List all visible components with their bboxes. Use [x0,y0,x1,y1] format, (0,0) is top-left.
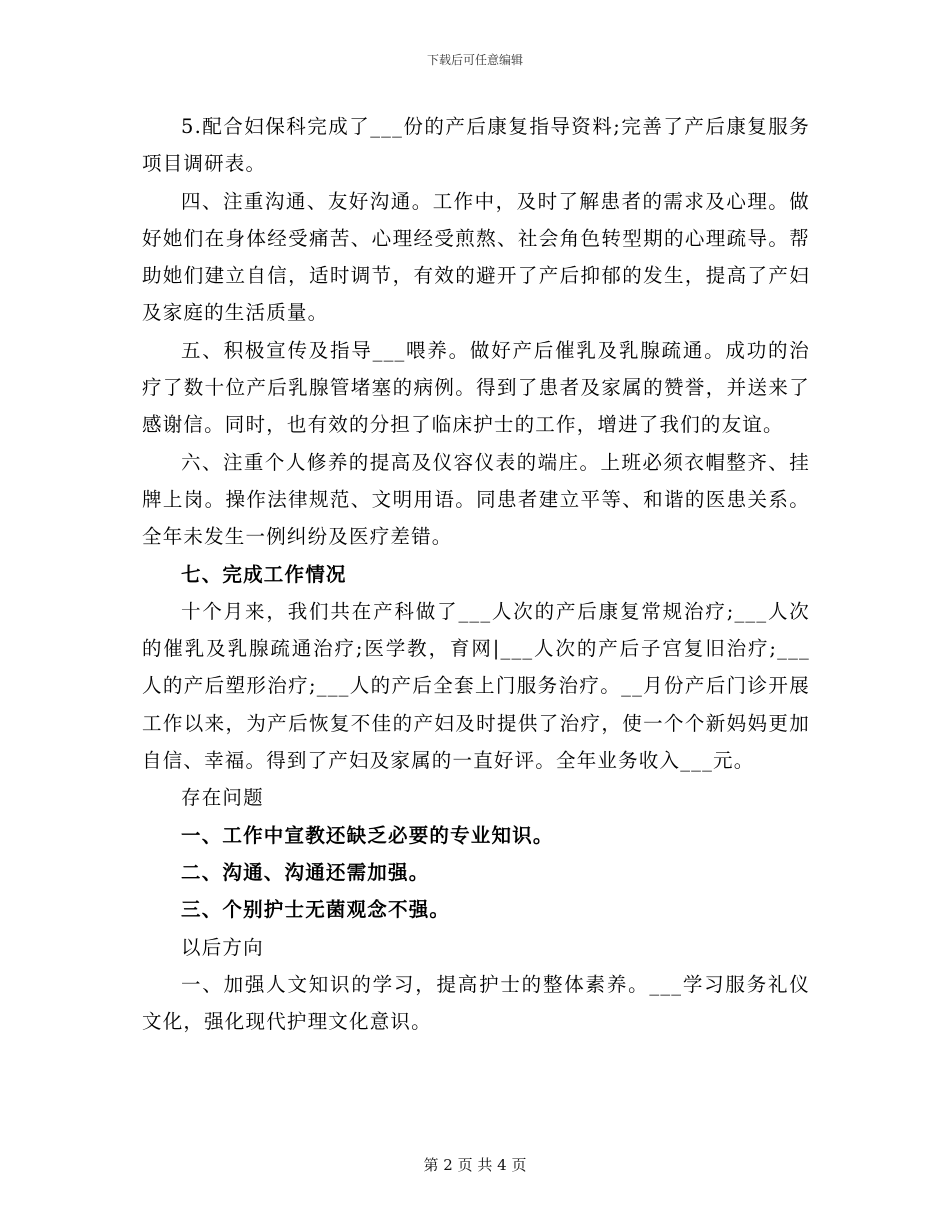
section-heading-work-completed: 七、完成工作情况 [181,562,347,586]
section-heading-future-direction: 以后方向 [181,935,264,959]
paragraph-work-statistics: 十个月来，我们共在产科做了___人次的产后康复常规治疗;___人次的催乳及乳腺疏通治疗;医学教，育网|___人次的产后子宫复旧治疗;___人的产后塑形治疗;___人的产后全套上门服务治疗。__月份产后门诊开展工作以来，为产后恢复不佳的产妇及时提供了治疗，使一个个新妈妈更加自信、幸福。得到了产妇及家属的一直好评。全年业务收入___元。 [142,599,810,773]
direction-item-1: 一、加强人文知识的学习，提高护士的整体素养。___学习服务礼仪文化，强化现代护理文化意识。 [142,972,810,1034]
paragraph-personal-cultivation: 六、注重个人修养的提高及仪容仪表的端庄。上班必须衣帽整齐、挂牌上岗。操作法律规范、文明用语。同患者建立平等、和谐的医患关系。全年未发生一例纠纷及医疗差错。 [142,450,810,549]
document-body [142,108,810,1040]
problem-item-1: 一、工作中宣教还缺乏必要的专业知识。 [181,823,554,847]
problem-item-3: 三、个别护士无菌观念不强。 [181,898,451,922]
problem-item-2: 二、沟通、沟通还需加强。 [181,860,430,884]
section-heading-problems: 存在问题 [181,786,264,810]
paragraph-feeding-guidance: 五、积极宣传及指导___喂养。做好产后催乳及乳腺疏通。成功的治疗了数十位产后乳腺管堵塞的病例。得到了患者及家属的赞誉，并送来了感谢信。同时，也有效的分担了临床护士的工作，增进了我们的友谊。 [142,338,810,437]
page-header: 下载后可任意编辑 [426,53,523,67]
page-footer: 第 2 页 共 4 页 [423,1156,527,1174]
paragraph-item-5: 5.配合妇保科完成了___份的产后康复指导资料;完善了产后康复服务项目调研表。 [142,115,810,176]
paragraph-communication: 四、注重沟通、友好沟通。工作中，及时了解患者的需求及心理。做好她们在身体经受痛苦、心理经受煎熬、社会角色转型期的心理疏导。帮助她们建立自信，适时调节，有效的避开了产后抑郁的发生，提高了产妇及家庭的生活质量。 [142,189,810,325]
